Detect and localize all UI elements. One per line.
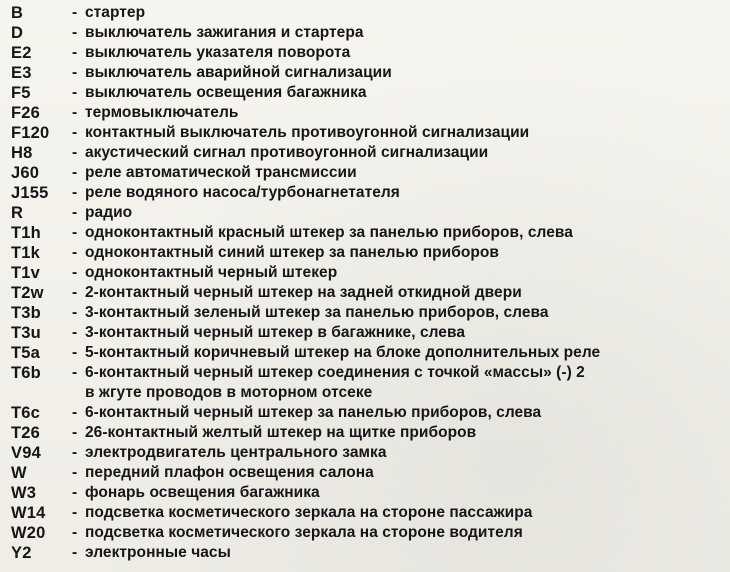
legend-dash: - <box>72 524 78 541</box>
legend-item <box>11 503 723 523</box>
legend-description-text: 2-контактный черный штекер на задней откидной двери <box>85 284 522 301</box>
legend-dash: - <box>72 464 78 481</box>
legend-item <box>11 223 723 243</box>
legend-code: T6c <box>11 404 41 422</box>
legend-code: T26 <box>11 424 41 442</box>
legend-dash: - <box>72 124 78 141</box>
legend-code: W20 <box>11 524 46 542</box>
legend-dash: - <box>72 104 78 121</box>
legend-item <box>11 483 723 503</box>
legend-description <box>85 163 723 183</box>
legend-description <box>85 523 723 543</box>
legend-dash: - <box>72 324 78 341</box>
legend-description-text: термовыключатель <box>85 104 239 121</box>
legend-item <box>11 123 723 143</box>
legend-description-text: контактный выключатель противоугонной сигнализации <box>85 124 530 141</box>
legend-dash: - <box>72 24 78 41</box>
legend-dash: - <box>72 264 78 281</box>
legend-dash: - <box>72 164 78 181</box>
legend-item <box>11 83 723 103</box>
legend-description <box>85 123 723 143</box>
legend-description-text: 3-контактный зеленый штекер за панелью приборов, слева <box>85 304 549 321</box>
legend-dash: - <box>72 544 78 561</box>
legend-dash: - <box>72 444 78 461</box>
legend-item <box>11 243 723 263</box>
legend-description <box>85 363 723 403</box>
legend-code: T6b <box>11 364 41 382</box>
legend-description-text: фонарь освещения багажника <box>85 484 320 501</box>
legend-description-text: реле водяного насоса/турбонагнетателя <box>85 184 400 201</box>
legend-code: T2w <box>11 284 44 302</box>
legend-code: T1v <box>11 264 41 282</box>
legend-description <box>85 103 723 123</box>
legend-description-text: 6-контактный черный штекер за панелью приборов, слева <box>85 404 542 421</box>
legend-description-text: радио <box>85 204 133 221</box>
legend-item <box>11 463 723 483</box>
legend-description-text: одноконтактный черный штекер <box>85 264 338 281</box>
legend-code: W <box>11 464 27 482</box>
legend-description <box>85 283 723 303</box>
legend-item <box>11 443 723 463</box>
legend-description <box>85 343 723 363</box>
legend-description-text: акустический сигнал противоугонной сигнализации <box>85 144 489 161</box>
legend-code: W14 <box>11 504 46 522</box>
legend-dash: - <box>72 244 78 261</box>
legend-description <box>85 203 723 223</box>
legend-description-text: одноконтактный красный штекер за панелью приборов, слева <box>85 224 573 241</box>
legend-code: H8 <box>11 144 33 162</box>
legend-dash: - <box>72 504 78 521</box>
legend-item <box>11 23 723 43</box>
legend-item <box>11 283 723 303</box>
legend-code: W3 <box>11 484 37 502</box>
legend-code: T3u <box>11 324 41 342</box>
legend-item <box>11 203 723 223</box>
legend-description-text: подсветка косметического зеркала на стороне водителя <box>85 524 523 541</box>
legend-code: Y2 <box>11 544 32 562</box>
legend-code: J155 <box>11 184 49 202</box>
legend-item <box>11 523 723 543</box>
legend-dash: - <box>72 84 78 101</box>
legend-description-text: выключатель указателя поворота <box>85 44 351 61</box>
legend-description-text: 26-контактный желтый штекер на щитке приборов <box>85 424 477 441</box>
legend-dash: - <box>72 284 78 301</box>
legend-description-text: одноконтактный синий штекер за панелью приборов <box>85 244 499 261</box>
component-legend-list <box>11 3 723 563</box>
legend-code: F5 <box>11 84 31 102</box>
legend-description-continuation: в жгуте проводов в моторном отсеке <box>85 384 373 401</box>
legend-description <box>85 443 723 463</box>
legend-code: R <box>11 204 24 222</box>
legend-dash: - <box>72 364 78 381</box>
legend-description <box>85 243 723 263</box>
legend-description-text: подсветка косметического зеркала на стороне пассажира <box>85 504 533 521</box>
legend-dash: - <box>72 184 78 201</box>
legend-item <box>11 163 723 183</box>
legend-code: D <box>11 24 24 42</box>
legend-description <box>85 63 723 83</box>
legend-item <box>11 543 723 563</box>
legend-code: T5a <box>11 344 41 362</box>
legend-dash: - <box>72 144 78 161</box>
legend-description-text: 3-контактный черный штекер в багажнике, слева <box>85 324 466 341</box>
legend-dash: - <box>72 344 78 361</box>
legend-code: E2 <box>11 44 32 62</box>
legend-description <box>85 263 723 283</box>
legend-item <box>11 363 723 403</box>
legend-code: T3b <box>11 304 41 322</box>
legend-item <box>11 103 723 123</box>
legend-item <box>11 263 723 283</box>
legend-description-text: передний плафон освещения салона <box>85 464 374 481</box>
legend-description-text: выключатель аварийной сигнализации <box>85 64 392 81</box>
legend-item <box>11 143 723 163</box>
legend-dash: - <box>72 64 78 81</box>
legend-dash: - <box>72 44 78 61</box>
legend-code: F26 <box>11 104 41 122</box>
legend-code: T1k <box>11 244 41 262</box>
legend-description <box>85 83 723 103</box>
legend-description <box>85 423 723 443</box>
legend-dash: - <box>72 224 78 241</box>
legend-description-text: реле автоматической трансмиссии <box>85 164 357 181</box>
legend-code: J60 <box>11 164 40 182</box>
legend-item <box>11 63 723 83</box>
legend-description-text: 6-контактный черный штекер соединения с точкой «массы» (-) 2 <box>85 364 585 381</box>
legend-dash: - <box>72 4 78 21</box>
legend-dash: - <box>72 404 78 421</box>
legend-dash: - <box>72 424 78 441</box>
legend-description <box>85 483 723 503</box>
legend-dash: - <box>72 304 78 321</box>
legend-description <box>85 183 723 203</box>
legend-description <box>85 43 723 63</box>
legend-item <box>11 323 723 343</box>
legend-item <box>11 303 723 323</box>
legend-description <box>85 303 723 323</box>
legend-code: T1h <box>11 224 41 242</box>
legend-description <box>85 463 723 483</box>
legend-item <box>11 403 723 423</box>
legend-description <box>85 543 723 563</box>
legend-code: E3 <box>11 64 32 82</box>
legend-item <box>11 43 723 63</box>
legend-description <box>85 323 723 343</box>
legend-item <box>11 423 723 443</box>
legend-description <box>85 503 723 523</box>
legend-description <box>85 143 723 163</box>
legend-dash: - <box>72 204 78 221</box>
legend-dash: - <box>72 484 78 501</box>
legend-description <box>85 403 723 423</box>
legend-description <box>85 23 723 43</box>
legend-item <box>11 343 723 363</box>
legend-description-text: 5-контактный коричневый штекер на блоке дополнительных реле <box>85 344 601 361</box>
legend-item <box>11 183 723 203</box>
legend-code: B <box>11 4 24 22</box>
legend-code: V94 <box>11 444 41 462</box>
legend-description-text: стартер <box>85 4 146 21</box>
legend-description-text: электродвигатель центрального замка <box>85 444 387 461</box>
legend-description-text: выключатель зажигания и стартера <box>85 24 364 41</box>
legend-description-text: электронные часы <box>85 544 231 561</box>
legend-description-text: выключатель освещения багажника <box>85 84 367 101</box>
legend-code: F120 <box>11 124 50 142</box>
legend-item <box>11 3 723 23</box>
legend-description <box>85 3 723 23</box>
legend-description <box>85 223 723 243</box>
